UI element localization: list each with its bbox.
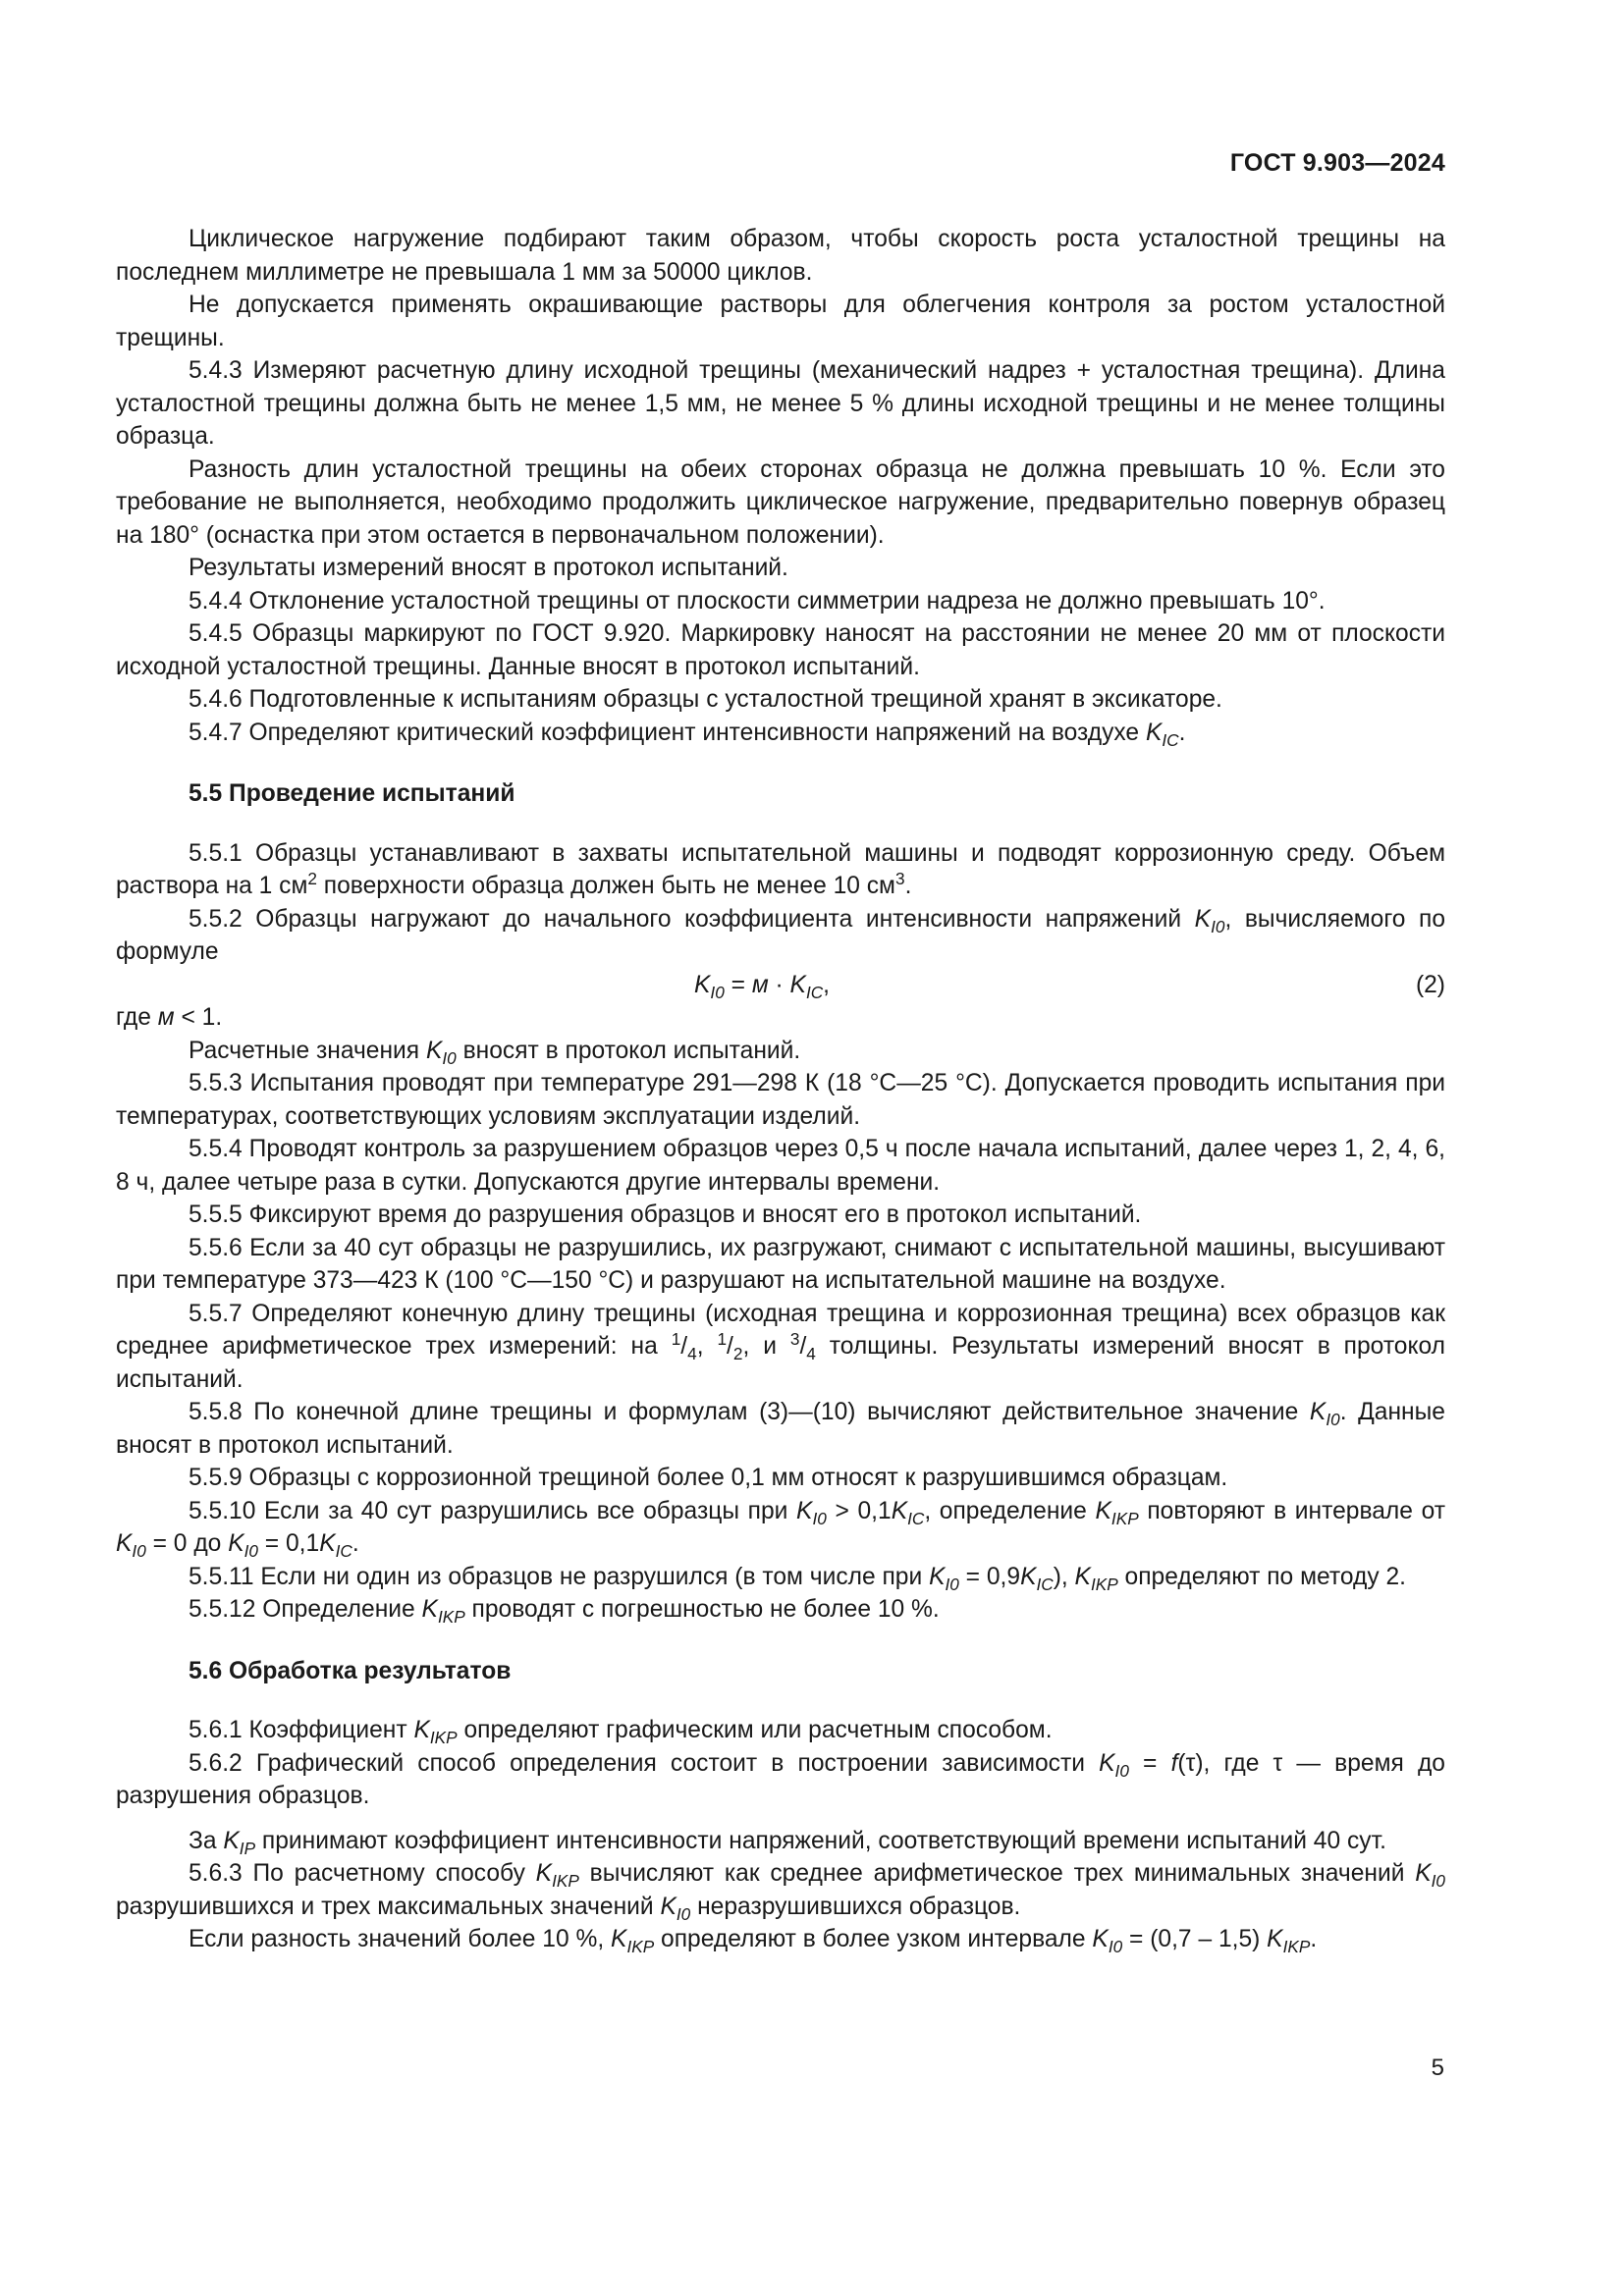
paragraph-5-4-4: 5.4.4 Отклонение усталостной трещины от плоскости симметрии надреза не должно превышать 10°.	[189, 587, 1326, 614]
paragraph: Если разность значений более 10 %, $K_{IKP}$ определяют в более узком интервале $K_{I0} = (0,7 - 1,5)$ $K_{IKP}$.	[189, 1926, 1318, 1956]
section-title-5-6: 5.6 Обработка результатов	[189, 1657, 512, 1684]
paragraph-5-6-3: 5.6.3 По расчетному способу $K_{IKP}$ вычисляют как среднее арифметическое трех минимальных значений $K_{I0}$ разрушившихся и трех максимальных значений $K_{I0}$ неразрушившихся образцов.	[116, 1860, 1446, 1924]
spacer	[116, 1813, 1445, 1825]
paragraph-5-4-3: 5.4.3 Измеряют расчетную длину исходной трещины (механический надрез + усталостная трещина). Длина усталостной трещины должна быть не менее 1,5 мм, не менее 5 % длины исходной трещины и не менее толщины образца.	[116, 357, 1445, 450]
paragraph-5-5-7: 5.5.7 Определяют конечную длину трещины (исходная трещина и коррозионная трещина) всех образцов как среднее арифметическое трех измерений: на $^1/_4$, $^1/_2$, и $^3/_4$ толщины. Результаты измерений вносят в протокол испытаний.	[116, 1300, 1446, 1393]
document-id: ГОСТ 9.903—2024	[1229, 149, 1445, 177]
paragraph-5-4-5: 5.4.5 Образцы маркируют по ГОСТ 9.920. Маркировку наносят на расстоянии не менее 20 мм от плоскости исходной усталостной трещины. Данные вносят в протокол испытаний.	[116, 620, 1445, 680]
paragraph-5-5-10: 5.5.10 Если за 40 сут разрушились все образцы при $K_{I0} > 0,1K_{IC}$, определение $K_{IKP}$ повторяют в интервале от $K_{I0} = 0$ до $K_{I0} = 0,1K_{IC}$.	[116, 1497, 1446, 1561]
paragraph-5-5-1: 5.5.1 Образцы устанавливают в захваты испытательной машины и подводят коррозионную среду. Объем раствора на 1 $см^2$ поверхности образца должен быть не менее 10 $см^3$.	[116, 839, 1445, 899]
paragraph-5-5-9: 5.5.9 Образцы с коррозионной трещиной более 0,1 мм относят к разрушившимся образцам.	[189, 1465, 1228, 1491]
paragraph-5-5-6: 5.5.6 Если за 40 сут образцы не разрушились, их разгружают, снимают с испытательной машины, высушивают при температуре 373—423 К (100 °С—150 °С) и разрушают на испытательной машине на воздухе.	[116, 1234, 1445, 1294]
page-number: 5	[1431, 2055, 1444, 2081]
section-title-5-5: 5.5 Проведение испытаний	[189, 780, 515, 807]
paragraph: Не допускается применять окрашивающие растворы для облегчения контроля за ростом усталостной трещины.	[116, 292, 1445, 351]
paragraph: Разность длин усталостной трещины на обеих сторонах образца не должна превышать 10 %. Если это требование не выполняется, необходимо продолжить циклическое нагружение, предварительно повернув образец на 180° (оснастка при этом остается в первоначальном положении).	[116, 455, 1445, 549]
formula-number: (2)	[1415, 971, 1445, 998]
paragraph-5-6-1: 5.6.1 Коэффициент $K_{IKP}$ определяют графическим или расчетным способом.	[189, 1717, 1053, 1747]
formula-where: где м < 1.	[116, 1004, 223, 1031]
paragraph-5-6-2: 5.6.2 Графический способ определения состоит в построении зависимости $K_{I0} = f(\tau)$, где τ — время до разрушения образцов.	[116, 1749, 1445, 1809]
paragraph-5-5-3: 5.5.3 Испытания проводят при температуре 291—298 К (18 °С—25 °С). Допускается проводить испытания при температурах, соответствующих условиям эксплуатации изделий.	[116, 1070, 1445, 1130]
paragraph: Результаты измерений вносят в протокол испытаний.	[189, 555, 788, 581]
paragraph: Циклическое нагружение подбирают таким образом, чтобы скорость роста усталостной трещины на последнем миллиметре не превышала 1 мм за 50000 циклов.	[116, 226, 1445, 286]
paragraph-5-5-4: 5.5.4 Проводят контроль за разрушением образцов через 0,5 ч после начала испытаний, далее через 1, 2, 4, 6, 8 ч, далее четыре раза в сутки. Допускаются другие интервалы времени.	[116, 1136, 1445, 1196]
paragraph-5-5-8: 5.5.8 По конечной длине трещины и формулам (3)—(10) вычисляют действительное значение $K_{I0}$. Данные вносят в протокол испытаний.	[116, 1399, 1445, 1459]
document-body	[116, 223, 1445, 1956]
formula-expression: $K_{I0} = м \cdot K_{IC}$,	[694, 971, 831, 1002]
formula-2	[116, 969, 1445, 1002]
paragraph-5-5-2: 5.5.2 Образцы нагружают до начального коэффициента интенсивности напряжений $K_{I0}$, вычисляемого по формуле	[116, 905, 1445, 965]
paragraph-5-4-6: 5.4.6 Подготовленные к испытаниям образцы с усталостной трещиной хранят в эксикаторе.	[189, 686, 1222, 713]
paragraph-5-5-12: 5.5.12 Определение $K_{IKP}$ проводят с погрешностью не более 10 %.	[189, 1596, 940, 1627]
paragraph: Расчетные значения $K_{I0}$ вносят в протокол испытаний.	[189, 1037, 801, 1068]
paragraph-5-5-5: 5.5.5 Фиксируют время до разрушения образцов и вносят его в протокол испытаний.	[189, 1201, 1142, 1228]
paragraph: За $K_{IP}$ принимают коэффициент интенсивности напряжений, соответствующий времени испытаний 40 сут.	[189, 1827, 1386, 1858]
paragraph-5-5-11: 5.5.11 Если ни один из образцов не разрушился (в том числе при $K_{I0} = 0,9K_{IC}$), $K_{IKP}$ определяют по методу 2.	[189, 1563, 1406, 1594]
paragraph-5-4-7: 5.4.7 Определяют критический коэффициент интенсивности напряжений на воздухе $K_{IC}$.	[189, 719, 1186, 750]
